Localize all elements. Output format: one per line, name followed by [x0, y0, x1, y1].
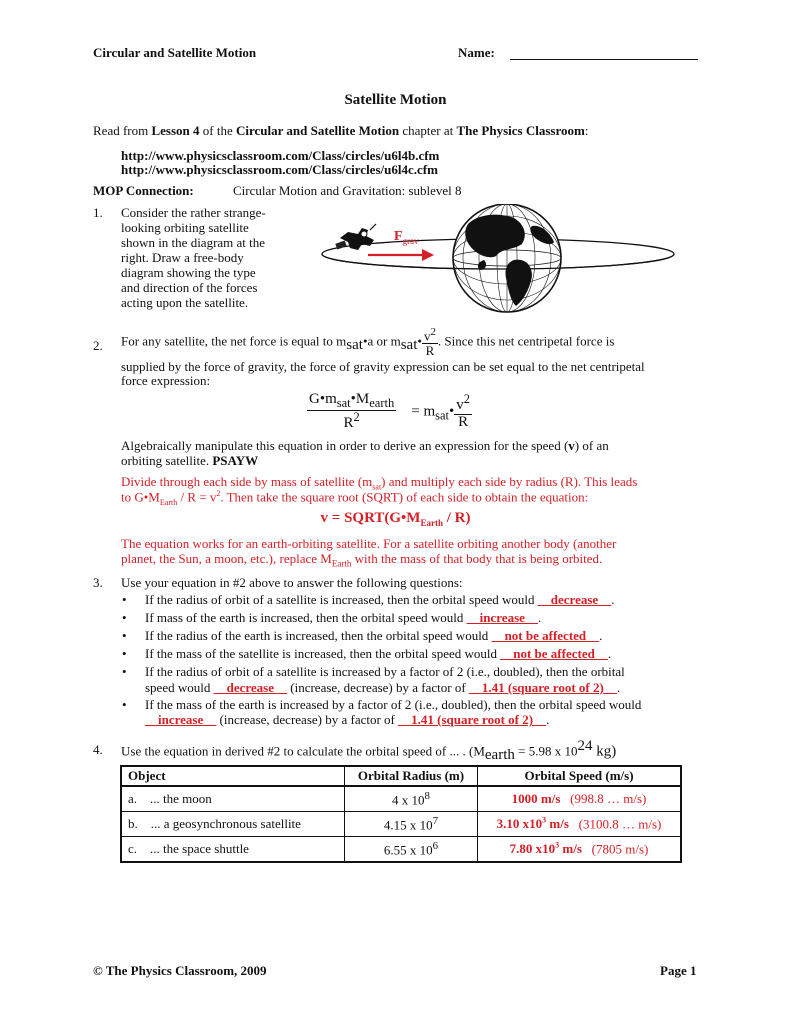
- q3-item-6-line1: If the mass of the earth is increased by a factor of 2 (i.e., doubled), then the orbital speed would: [145, 697, 642, 712]
- url-link-1[interactable]: http://www.physicsclassroom.com/Class/circles/u6l4b.cfm: [121, 148, 440, 163]
- note-line2: planet, the Sun, a moon, etc.), replace $M_{Earth}$ with the mass of that body that is being orbited.: [121, 551, 603, 569]
- table-header-row: [121, 766, 681, 786]
- header-radius: Orbital Radius (m): [345, 766, 478, 786]
- q1-text: Consider the rather strange- looking orbiting satellite shown in the diagram at the right. Draw a free-body diagram showing the type and direction of the forces acting upon the satellite.: [121, 205, 266, 310]
- q2-number: 2.: [93, 338, 103, 353]
- page-title: Satellite Motion: [344, 92, 447, 108]
- table-row: [121, 786, 681, 812]
- radius-cell: 4.15 x $10^7$: [345, 812, 478, 837]
- radius-cell: 6.55 x $10^6$: [345, 837, 478, 863]
- q2-line3: force expression:: [121, 373, 211, 388]
- q3-number: 3.: [93, 575, 103, 590]
- object-cell: c. ... the space shuttle: [121, 837, 345, 863]
- q3-item-5-line2: speed would __decrease__ (increase, decrease) by a factor of __1.41 (square root of 2)__.: [145, 680, 621, 695]
- url-link-2[interactable]: http://www.physicsclassroom.com/Class/circles/u6l4c.cfm: [121, 162, 438, 177]
- satellite-orbit-diagram: [318, 204, 693, 316]
- q3-intro: Use your equation in #2 above to answer the following questions:: [121, 575, 463, 590]
- answer-line2: to $G•M_{Earth} / R = v^2$. Then take the square root (SQRT) of each side to obtain the equation:: [121, 489, 589, 507]
- intro-text: Read from Lesson 4 of the Circular and Satellite Motion chapter at The Physics Classroom:: [93, 123, 589, 138]
- q2-line2: supplied by the force of gravity, the force of gravity expression can be set equal to the net centripetal: [121, 359, 645, 374]
- q2-line1: For any satellite, the net force is equal to $m_{sat}•a$ or $m_{sat}•$ $\frac{v^2}{R}$ . Since this net centripetal force is: [121, 326, 615, 358]
- table-row: [121, 837, 681, 863]
- q3-item-3: If the radius of the earth is increased, then the orbital speed would __not be affected__.: [145, 628, 603, 643]
- name-field-line[interactable]: [510, 59, 698, 60]
- header-speed: Orbital Speed (m/s): [478, 766, 682, 786]
- arrow-head-icon: [422, 249, 434, 261]
- object-cell: b. ... a geosynchronous satellite: [121, 812, 345, 837]
- fgrav-label: $F_{grav}$: [394, 229, 419, 246]
- bullet-icon: •: [122, 664, 127, 679]
- speed-cell: 3.10 $x10^3$ m/s (3100.8 … m/s): [478, 812, 682, 837]
- force-equation: $\frac{G•m_{sat}•M_{earth}}{R^2}$ = $m_{sat}•$ $\frac{v^2}{R}$: [309, 391, 471, 432]
- object-cell: a. ... the moon: [121, 786, 345, 812]
- mop-label: MOP Connection:: [93, 183, 194, 198]
- speed-cell: 7.80 $x10^3$ m/s (7805 m/s): [478, 837, 682, 863]
- footer-page-number: Page 1: [660, 963, 697, 978]
- speed-equation: $v = SQRT(G•M_{Earth} / R)$: [320, 510, 471, 528]
- answer-line1: Divide through each side by mass of satellite $(m_{sat})$ and multiply each side by radius (R). This leads: [121, 474, 638, 492]
- name-label: Name:: [458, 45, 495, 60]
- radius-cell: 4 x $10^8$: [345, 786, 478, 812]
- header-title: Circular and Satellite Motion: [93, 45, 257, 60]
- bullet-icon: •: [122, 646, 127, 661]
- q3-item-2: If mass of the earth is increased, then the orbital speed would __increase__.: [145, 610, 542, 625]
- bullet-icon: •: [122, 592, 127, 607]
- q3-item-6-line2: __increase__ (increase, decrease) by a factor of __1.41 (square root of 2)__.: [145, 712, 550, 727]
- q1-number: 1.: [93, 205, 103, 220]
- speed-cell: 1000 m/s (998.8 … m/s): [478, 786, 682, 812]
- earth-globe-icon: [453, 204, 561, 312]
- bullet-icon: •: [122, 697, 127, 712]
- algebra-line1: Algebraically manipulate this equation in order to derive an expression for the speed (v) of an: [121, 438, 609, 453]
- q3-item-5-line1: If the radius of orbit of a satellite is increased by a factor of 2 (i.e., doubled), then the orbital: [145, 664, 625, 679]
- bullet-icon: •: [122, 610, 127, 625]
- bullet-icon: •: [122, 628, 127, 643]
- satellite-icon: [335, 224, 376, 250]
- note-line1: The equation works for an earth-orbiting satellite. For a satellite orbiting another body (another: [121, 536, 617, 551]
- header-object: Object: [121, 766, 345, 786]
- footer-copyright: © The Physics Classroom, 2009: [93, 963, 267, 978]
- q4-text: Use the equation in derived #2 to calculate the orbital speed of ... . ($M_{earth} = 5.98$ x $10^{24}$ kg): [121, 738, 617, 763]
- orbital-speed-table: [120, 765, 682, 863]
- table-row: [121, 812, 681, 837]
- algebra-line2: orbiting satellite. PSAYW: [121, 453, 259, 468]
- mop-text: Circular Motion and Gravitation: sublevel 8: [233, 183, 462, 198]
- q3-item-4: If the mass of the satellite is increased, then the orbital speed would __not be affected__.: [145, 646, 612, 661]
- q4-number: 4.: [93, 742, 103, 757]
- q3-item-1: If the radius of orbit of a satellite is increased, then the orbital speed would __decrease__.: [145, 592, 615, 607]
